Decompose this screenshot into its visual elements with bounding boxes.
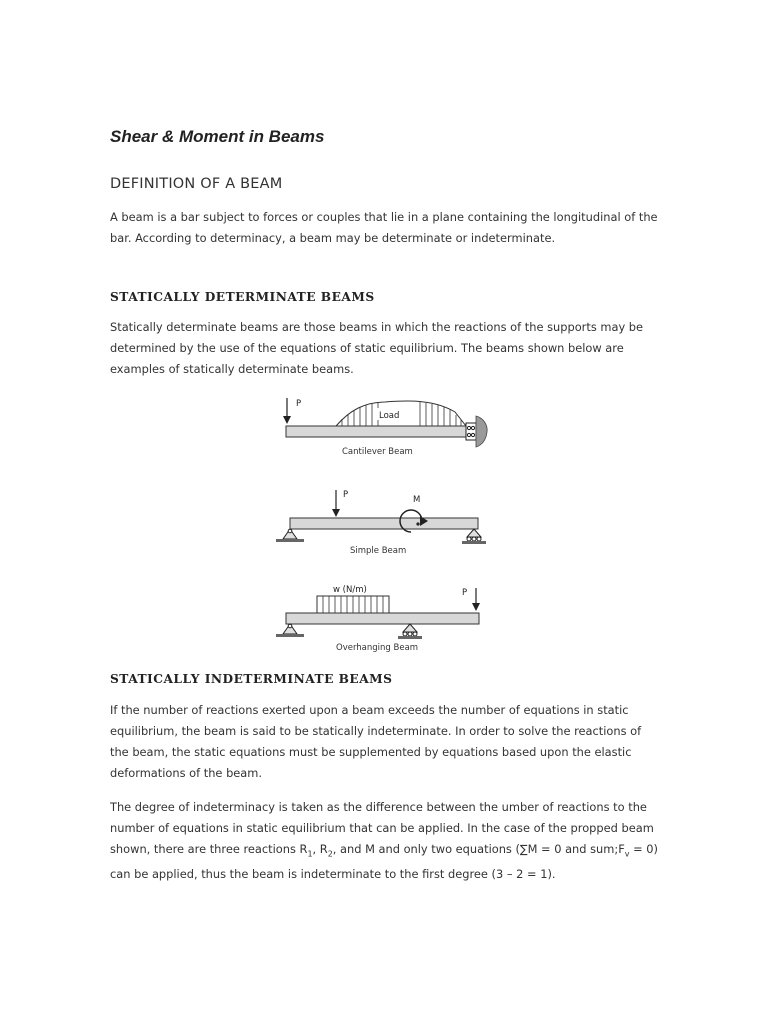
- simple-caption: Simple Beam: [350, 546, 407, 556]
- pin-support-icon: [276, 529, 304, 542]
- indeterminate-heading: STATICALLY INDETERMINATE BEAMS: [110, 672, 393, 686]
- distributed-load-curve: [336, 401, 466, 426]
- indeterminate-paragraph-1: If the number of reactions exerted upon a beam exceeds the number of equations in static equilibrium, the beam is said to be statically indeterminate. In order to solve the reactions of the beam, the static equations must be supplemented by equations based upon the elastic deformations of the beam.: [110, 703, 642, 780]
- overhanging-beam-figure: [270, 580, 495, 658]
- load-label: Load: [379, 411, 400, 421]
- simple-m-label: M: [413, 495, 421, 505]
- roller-support-icon: [462, 529, 486, 544]
- determinate-paragraph: Statically determinate beams are those beams in which the reactions of the supports may be determined by the use of the equations of static equilibrium. The beams shown below are examples of statically determinate beams.: [110, 320, 644, 376]
- cantilever-p-label: P: [296, 399, 302, 409]
- overhanging-w-label: w (N/m): [333, 585, 367, 595]
- load-arrow-icon: [332, 490, 340, 517]
- indeterminate-paragraph-2: The degree of indeterminacy is taken as the difference between the umber of reactions to the number of equations in static equilibrium that can be applied. In the case of the propped beam shown, there are three reactions $R_1$, $R_2$, and M and only two equations (∑M = 0 and $sum;F_v = 0$) can be applied, thus the beam is indeterminate to the first degree (3 – 2 = 1).: [110, 800, 658, 882]
- simple-p-label: P: [343, 490, 349, 500]
- fixed-support-icon: [466, 416, 487, 447]
- simple-beam-bar: [290, 518, 478, 529]
- definition-heading: DEFINITION OF A BEAM: [110, 176, 283, 192]
- load-arrow-icon: [472, 588, 480, 611]
- uniform-load-block: [317, 596, 389, 613]
- determinate-heading: STATICALLY DETERMINATE BEAMS: [110, 290, 375, 304]
- cantilever-beam-figure: [270, 390, 510, 460]
- cantilever-caption: Cantilever Beam: [342, 447, 413, 457]
- simple-beam-figure: [270, 485, 495, 560]
- cantilever-beam-bar: [286, 426, 466, 437]
- load-arrow-icon: [283, 398, 291, 424]
- definition-paragraph: A beam is a bar subject to forces or couples that lie in a plane containing the longitudinal of the bar. According to determinacy, a beam may be determinate or indeterminate.: [110, 210, 658, 245]
- overhanging-p-label: P: [462, 588, 468, 598]
- pin-support-icon: [276, 624, 304, 637]
- page-title: Shear & Moment in Beams: [110, 127, 325, 146]
- roller-support-icon: [398, 624, 422, 639]
- overhanging-caption: Overhanging Beam: [336, 643, 419, 653]
- overhanging-beam-bar: [286, 613, 479, 624]
